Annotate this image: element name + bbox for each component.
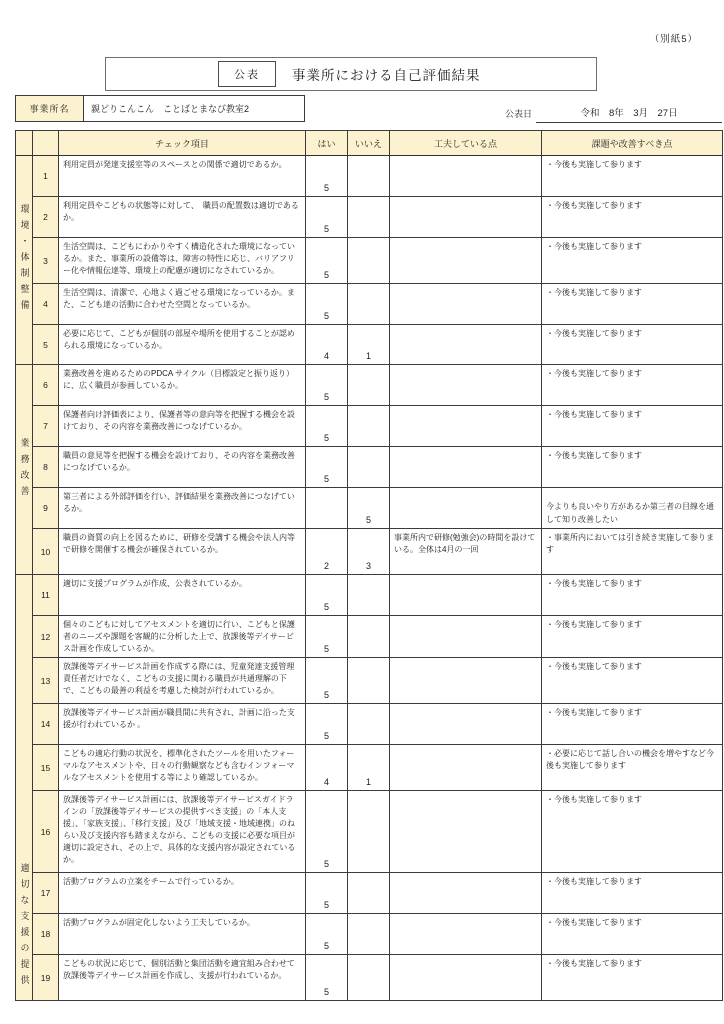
table-row [16,658,723,704]
yes-count: 5 [306,284,348,325]
no-count [348,791,390,873]
no-count [348,197,390,238]
yes-count: 5 [306,914,348,955]
main-table-body [16,156,723,1001]
issues-text: ・今後も実施して参ります [542,955,723,1001]
row-number: 12 [33,616,59,658]
table-row [16,955,723,1001]
item-text: 生活空間は、清潔で、心地よく過ごせる環境になっているか。また、こども達の活動に合わせた空間となっているか。 [59,284,306,325]
devised-text [390,284,542,325]
devised-text [390,658,542,704]
issues-text: ・今後も実施して参ります [542,658,723,704]
row-number: 7 [33,406,59,447]
no-count [348,658,390,704]
table-row [16,325,723,365]
table-row [16,529,723,575]
row-number: 13 [33,658,59,704]
devised-text [390,791,542,873]
category-cell [16,575,33,1001]
issues-text: ・今後も実施して参ります [542,873,723,914]
yes-count: 2 [306,529,348,575]
row-number: 17 [33,873,59,914]
no-count [348,284,390,325]
title-box [105,57,597,91]
issues-text: ・今後も実施して参ります [542,447,723,488]
office-name-value: 親どりこんこん ことばとまなび教室2 [91,104,250,114]
table-row [16,914,723,955]
header-number [33,131,59,156]
row-number: 5 [33,325,59,365]
category-cell [16,156,33,365]
issues-text: ・今後も実施して参ります [542,704,723,745]
devised-text [390,365,542,406]
no-count: 1 [348,745,390,791]
issues-text: ・今後も実施して参ります [542,238,723,284]
no-count: 5 [348,488,390,529]
category-label: 業務改善 [19,437,30,502]
devised-text [390,156,542,197]
yes-count: 4 [306,325,348,365]
table-row [16,197,723,238]
item-text: こどもの適応行動の状況を、標準化されたツールを用いたフォーマルなアセスメントや、日々の行動観察なども含むインフォーマルなアセスメントを使用する等により確認しているか。 [59,745,306,791]
table-row [16,447,723,488]
item-text: 放課後等デイサービス計画が職員間に共有され、計画に沿った支援が行われているか 。 [59,704,306,745]
item-text: 職員の意見等を把握する機会を設けており、その内容を業務改善につなげているか。 [59,447,306,488]
no-count [348,704,390,745]
no-count: 1 [348,325,390,365]
table-row [16,156,723,197]
devised-text [390,616,542,658]
page-title: 事業所における自己評価結果 [292,68,481,83]
publish-tag: 公表 [218,61,276,87]
issues-text: 今よりも良いやり方があるか第三者の目線を通して知り改善したい [542,488,723,529]
yes-count [306,488,348,529]
row-number: 16 [33,791,59,873]
yes-count: 5 [306,704,348,745]
row-number: 15 [33,745,59,791]
row-number: 1 [33,156,59,197]
issues-text: ・今後も実施して参ります [542,914,723,955]
yes-count: 5 [306,575,348,616]
yes-count: 5 [306,447,348,488]
yes-count: 5 [306,238,348,284]
header-category [16,131,33,156]
devised-text [390,704,542,745]
yes-count: 5 [306,616,348,658]
devised-text [390,447,542,488]
no-count [348,616,390,658]
no-count: 3 [348,529,390,575]
item-text: 個々のこどもに対してアセスメントを適切に行い、こどもと保護者のニーズや課題を客観的に分析した上で、放課後等デイサービス計画を作成しているか。 [59,616,306,658]
issues-text: ・今後も実施して参ります [542,616,723,658]
header-yes: はい [306,131,348,156]
row-number: 10 [33,529,59,575]
no-count [348,156,390,197]
yes-count: 5 [306,197,348,238]
item-text: 利用定員が発達支援室等のスペースとの関係で適切であるか。 [59,156,306,197]
item-text: 利用定員やこどもの状態等に対して、 職員の配置数は適切であるか。 [59,197,306,238]
table-row [16,873,723,914]
table-row [16,745,723,791]
header-check-item: チェック項目 [59,131,306,156]
table-row [16,791,723,873]
table-row [16,704,723,745]
item-text: 適切に支援プログラムが作成、公表されているか。 [59,575,306,616]
row-number: 4 [33,284,59,325]
yes-count: 5 [306,873,348,914]
table-row [16,616,723,658]
item-text: 業務改善を進めるためのPDCA サイクル（目標設定と振り返り）に、広く職員が参画しているか。 [59,365,306,406]
devised-text: 事業所内で研修(勉強会)の時間を設けている。全体は4月の一回 [390,529,542,575]
no-count [348,447,390,488]
evaluation-table [15,130,723,1001]
issues-text: ・今後も実施して参ります [542,156,723,197]
devised-text [390,914,542,955]
issues-text: ・今後も実施して参ります [542,791,723,873]
item-text: 必要に応じて、こどもが個別の部屋や場所を使用することが認められる環境になっているか。 [59,325,306,365]
header-devised-points: 工夫している点 [390,131,542,156]
yes-count: 4 [306,745,348,791]
issues-text: ・今後も実施して参ります [542,575,723,616]
yes-count: 5 [306,955,348,1001]
yes-count: 5 [306,406,348,447]
devised-text [390,238,542,284]
no-count [348,406,390,447]
office-name-label: 事業所名 [16,96,84,121]
table-row [16,575,723,616]
yes-count: 5 [306,156,348,197]
category-cell [16,365,33,575]
item-text: 生活空間は、こどもにわかりやすく構造化された環境になっているか。また、事業所の設備等は、障害の特性に応じ、バリアフリー化や情報伝達等、環境上の配慮が適切になされているか。 [59,238,306,284]
table-header-row [16,131,723,156]
row-number: 2 [33,197,59,238]
office-name-row [15,95,305,122]
row-number: 11 [33,575,59,616]
devised-text [390,406,542,447]
header-no: いいえ [348,131,390,156]
publish-date-value: 令和 8年 3月 27日 [536,105,722,123]
no-count [348,575,390,616]
issues-text: ・今後も実施して参ります [542,365,723,406]
item-text: 活動プログラムが固定化しないよう工夫しているか。 [59,914,306,955]
yes-count: 5 [306,791,348,873]
item-text: 活動プログラムの立案をチームで行っているか。 [59,873,306,914]
devised-text [390,745,542,791]
no-count [348,955,390,1001]
devised-text [390,575,542,616]
no-count [348,365,390,406]
category-label: 適切な支援の提供 [19,863,30,991]
issues-text: ・必要に応じて話し合いの機会を増やすなど今後も実施して参ります [542,745,723,791]
devised-text [390,325,542,365]
issues-text: ・今後も実施して参ります [542,284,723,325]
row-number: 18 [33,914,59,955]
table-row [16,238,723,284]
no-count [348,914,390,955]
item-text: 職員の資質の向上を図るために、研修を受講する機会や法人内等で研修を開催する機会が確保されているか。 [59,529,306,575]
attachment-number-note: （別紙5） [649,34,698,45]
header-issue-points: 課題や改善すべき点 [542,131,723,156]
publish-date-row [505,105,722,123]
row-number: 3 [33,238,59,284]
row-number: 19 [33,955,59,1001]
issues-text: ・今後も実施して参ります [542,325,723,365]
table-row [16,488,723,529]
devised-text [390,488,542,529]
row-number: 14 [33,704,59,745]
devised-text [390,873,542,914]
no-count [348,873,390,914]
table-row [16,284,723,325]
issues-text: ・今後も実施して参ります [542,406,723,447]
no-count [348,238,390,284]
row-number: 6 [33,365,59,406]
issues-text: ・事業所内においては引き続き実施して参ります [542,529,723,575]
table-row [16,406,723,447]
item-text: 保護者向け評価表により、保護者等の意向等を把握する機会を設けており、その内容を業務改善につなげているか。 [59,406,306,447]
issues-text: ・今後も実施して参ります [542,197,723,238]
table-row [16,365,723,406]
devised-text [390,955,542,1001]
category-label: 環境・体制整備 [19,204,30,316]
yes-count: 5 [306,658,348,704]
item-text: こどもの状況に応じて、個別活動と集団活動を適宜組み合わせて放課後等デイサービス計画を作成し、支援が行われているか。 [59,955,306,1001]
yes-count: 5 [306,365,348,406]
item-text: 放課後等デイサービス計画には、放課後等デイサービスガイドラインの「放課後等デイサービスの提供すべき支援」の「本人支援」、「家族支援」、「移行支援」及び「地域支援・地域連携」のねらい及び支援内容も踏まえながら、こどもの支援に必要な項目が適切に設定され、その上で、具体的な支援内容が設定されているか。 [59,791,306,873]
row-number: 9 [33,488,59,529]
item-text: 第三者による外部評価を行い、評価結果を業務改善につなげているか。 [59,488,306,529]
row-number: 8 [33,447,59,488]
item-text: 放課後等デイサービス計画を作成する際には、児童発達支援管理責任者だけでなく、こどもの支援に関わる職員が共通理解の下で、こどもの最善の利益を考慮した検討が行われているか。 [59,658,306,704]
devised-text [390,197,542,238]
publish-date-label: 公表日 [505,109,533,119]
